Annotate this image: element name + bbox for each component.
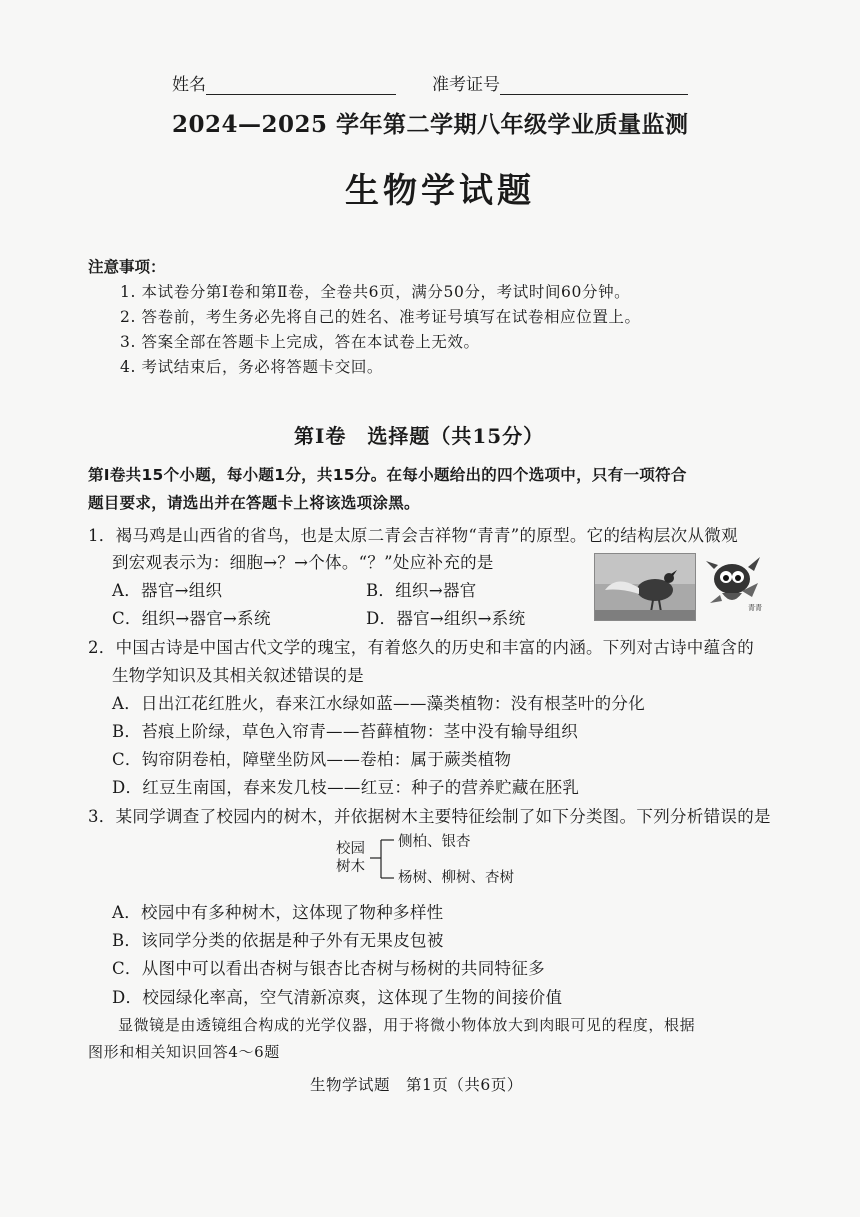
diagram-root-line: 校园 — [336, 841, 365, 857]
question-2-option[interactable]: B．苔痕上阶绿，草色入帘青——苔藓植物：茎中没有输导组织 — [112, 722, 579, 741]
note-item: 3. 答案全部在答题卡上完成，答在本试卷上无效。 — [120, 333, 480, 351]
question-1-option[interactable]: C．组织→器官→系统 — [112, 609, 271, 628]
question-1-option[interactable]: B．组织→器官 — [366, 581, 477, 600]
diagram-branch-top: 侧柏、银杏 — [398, 834, 471, 850]
pheasant-photo — [594, 553, 696, 621]
section-title: 第Ⅰ卷 选择题（共15分） — [294, 424, 545, 448]
question-3-option[interactable]: B．该同学分类的依据是种子外有无果皮包被 — [112, 931, 444, 950]
subject-title: 生物学试题 — [345, 171, 535, 211]
diagram-bracket — [368, 836, 398, 882]
exam-id-label: 准考证号 — [432, 75, 500, 95]
question-3-option[interactable]: C．从图中可以看出杏树与银杏比杏树与杨树的共同特征多 — [112, 959, 545, 978]
notes-heading: 注意事项： — [88, 258, 166, 276]
question-3-stem: 3．某同学调查了校园内的树木，并依据树木主要特征绘制了如下分类图。下列分析错误的是 — [88, 807, 771, 826]
diagram-branch-bottom: 杨树、柳树、杏树 — [398, 870, 514, 886]
exam-id-field — [432, 70, 688, 95]
name-blank[interactable] — [206, 76, 396, 95]
note-item: 2. 答卷前，考生务必先将自己的姓名、准考证号填写在试卷相应位置上。 — [120, 308, 641, 326]
qingqing-mascot — [702, 553, 768, 619]
note-item: 1. 本试卷分第Ⅰ卷和第Ⅱ卷，全卷共6页，满分50分，考试时间60分钟。 — [120, 283, 631, 301]
pheasant-icon — [595, 554, 695, 620]
question-2-stem: 生物学知识及其相关叙述错误的是 — [112, 666, 364, 685]
name-label: 姓名 — [172, 75, 206, 95]
question-2-option[interactable]: C．钩帘阴卷柏，障壁坐防风——卷柏：属于蕨类植物 — [112, 750, 512, 769]
section-instruction: 第Ⅰ卷共15个小题，每小题1分，共15分。在每小题给出的四个选项中，只有一项符合 — [88, 466, 687, 484]
diagram-root — [336, 840, 365, 876]
question-2-stem: 2．中国古诗是中国古代文学的瑰宝，有着悠久的历史和丰富的内涵。下列对古诗中蕴含的 — [88, 638, 754, 657]
name-field — [172, 70, 396, 95]
question-2-option[interactable]: D．红豆生南国，春来发几枝——红豆：种子的营养贮藏在胚乳 — [112, 778, 580, 797]
question-2-option[interactable]: A．日出江花红胜火，春来江水绿如蓝——藻类植物：没有根茎叶的分化 — [112, 694, 646, 713]
exam-id-blank[interactable] — [500, 76, 688, 95]
question-1-option[interactable]: D．器官→组织→系统 — [366, 609, 526, 628]
microscope-intro: 显微镜是由透镜组合构成的光学仪器，用于将微小物体放大到肉眼可见的程度，根据 — [118, 1016, 696, 1034]
question-3-option[interactable]: D．校园绿化率高，空气清新凉爽，这体现了生物的间接价值 — [112, 988, 563, 1007]
question-1-stem: 1．褐马鸡是山西省的省鸟，也是太原二青会吉祥物“青青”的原型。它的结构层次从微观 — [88, 526, 738, 545]
exam-title: 2024—2025 学年第二学期八年级学业质量监测 — [172, 111, 689, 138]
diagram-root-line: 树木 — [336, 859, 365, 875]
question-1-stem: 到宏观表示为：细胞→？→个体。“？”处应补充的是 — [112, 553, 494, 572]
page-footer: 生物学试题 第1页（共6页） — [310, 1076, 523, 1094]
microscope-intro: 图形和相关知识回答4～6题 — [88, 1043, 280, 1061]
note-item: 4. 考试结束后，务必将答题卡交回。 — [120, 358, 384, 376]
section-instruction: 题目要求，请选出并在答题卡上将该选项涂黑。 — [88, 494, 420, 512]
question-1-option[interactable]: A．器官→组织 — [112, 581, 223, 600]
question-3-option[interactable]: A．校园中有多种树木，这体现了物种多样性 — [112, 903, 444, 922]
mascot-caption: 青青 — [748, 604, 762, 612]
